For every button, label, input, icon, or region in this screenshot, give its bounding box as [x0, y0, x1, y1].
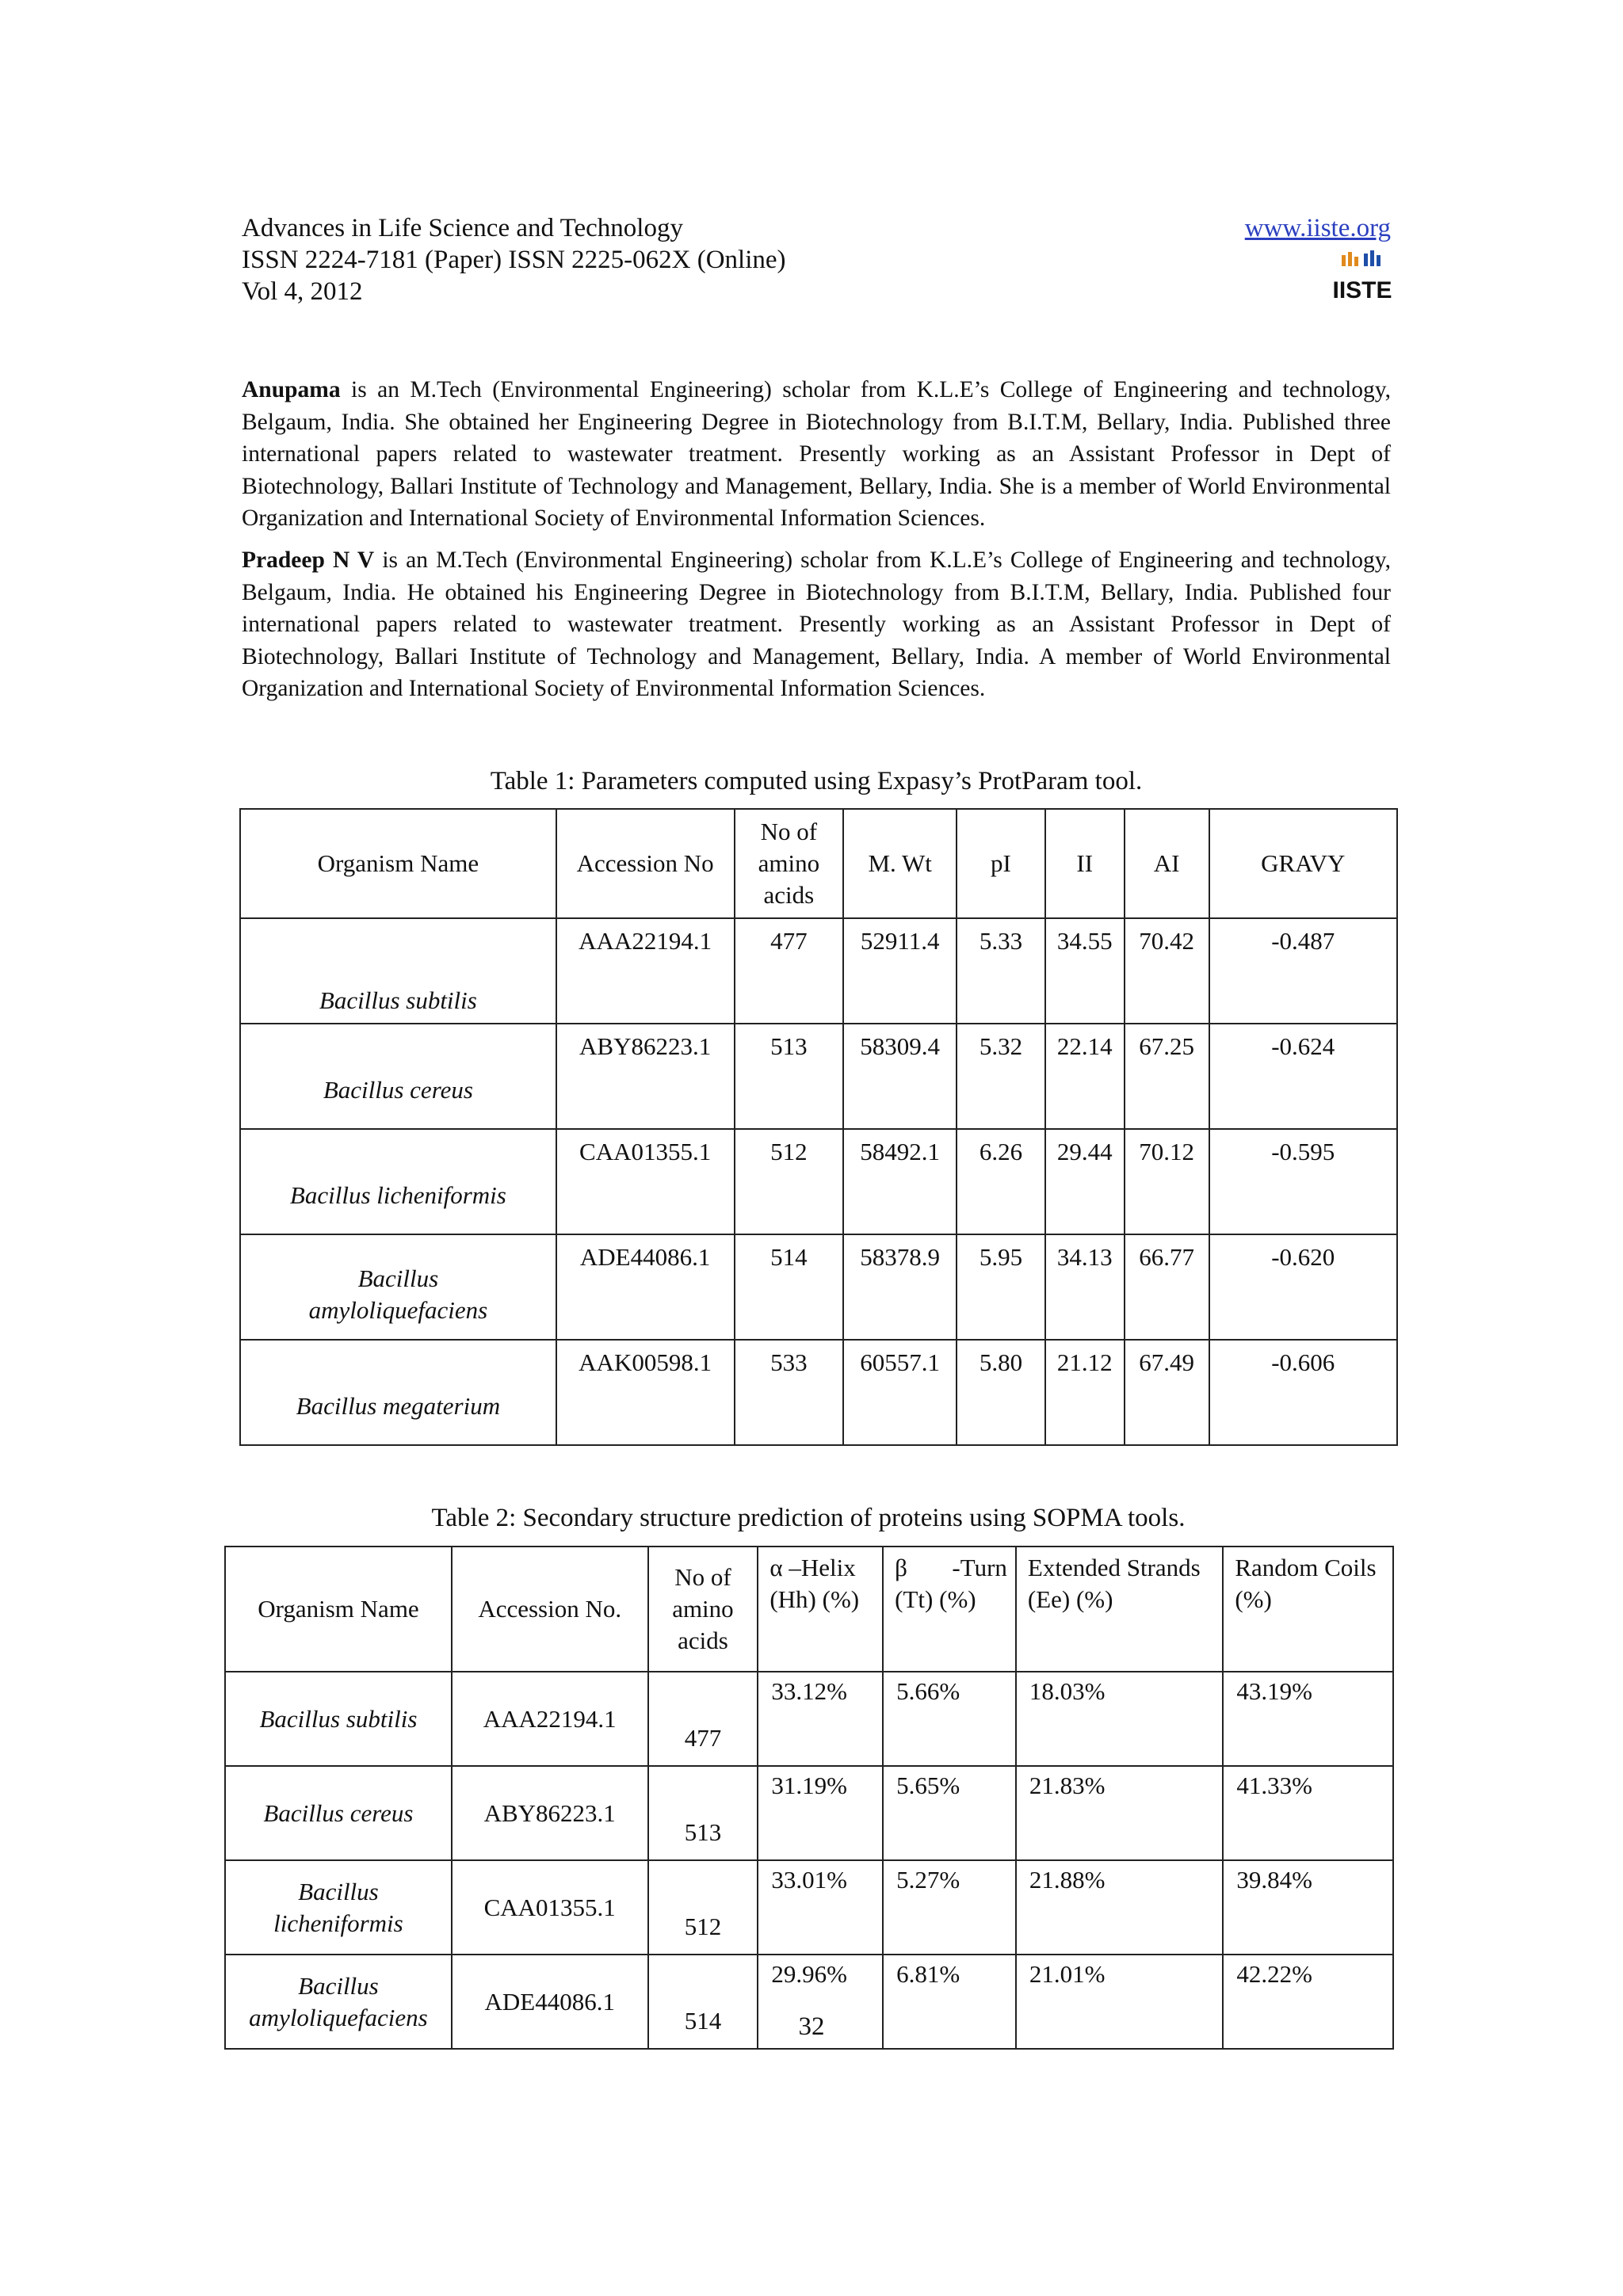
cell: -0.487: [1209, 918, 1397, 1024]
cell: 21.83%: [1016, 1766, 1223, 1860]
page-number: 32: [798, 2012, 825, 2041]
cell: -0.606: [1209, 1340, 1397, 1445]
cell: 42.22%: [1223, 1955, 1393, 2049]
cell: 21.88%: [1016, 1860, 1223, 1955]
cell: 512: [648, 1860, 758, 1955]
author-name: Anupama: [242, 377, 341, 402]
col-accession: Accession No.: [452, 1547, 648, 1672]
cell: 31.19%: [758, 1766, 883, 1860]
cell: 5.32: [957, 1024, 1045, 1129]
cell: 41.33%: [1223, 1766, 1393, 1860]
accession-cell: AAA22194.1: [556, 918, 735, 1024]
organism-cell: Bacillus subtilis: [240, 918, 556, 1024]
col-gravy: GRAVY: [1209, 809, 1397, 918]
cell: 70.12: [1125, 1129, 1209, 1234]
cell: 43.19%: [1223, 1672, 1393, 1766]
cell: 67.25: [1125, 1024, 1209, 1129]
cell: 5.80: [957, 1340, 1045, 1445]
cell: 477: [735, 918, 844, 1024]
col-mwt: M. Wt: [843, 809, 957, 918]
cell: 514: [735, 1234, 844, 1340]
cell: 21.12: [1045, 1340, 1125, 1445]
cell: 514: [648, 1955, 758, 2049]
cell: -0.595: [1209, 1129, 1397, 1234]
col-ai: AI: [1125, 809, 1209, 918]
table2-caption: Table 2: Secondary structure prediction of proteins using SOPMA tools.: [431, 1504, 1186, 1532]
author-name: Pradeep N V: [242, 547, 375, 573]
cell: 512: [735, 1129, 844, 1234]
cell: 58309.4: [843, 1024, 957, 1129]
iiste-logo-icon: [1332, 250, 1392, 306]
table-header-row: [240, 809, 1397, 918]
accession-cell: AAK00598.1: [556, 1340, 735, 1445]
col-extended-strands: Extended Strands (Ee) (%): [1016, 1547, 1223, 1672]
accession-cell: ADE44086.1: [452, 1955, 648, 2049]
table1-caption: Table 1: Parameters computed using Expasy’s ProtParam tool.: [490, 767, 1143, 795]
col-ii: II: [1045, 809, 1125, 918]
accession-cell: CAA01355.1: [452, 1860, 648, 1955]
cell: 5.66%: [883, 1672, 1016, 1766]
cell: 52911.4: [843, 918, 957, 1024]
journal-volume: Vol 4, 2012: [242, 277, 363, 306]
cell: 29.96%: [758, 1955, 883, 2049]
cell: 29.44: [1045, 1129, 1125, 1234]
organism-cell: Bacillus licheniformis: [225, 1860, 452, 1955]
author-bio-text: is an M.Tech (Environmental Engineering) scholar from K.L.E’s College of Engineering and technology, Belgaum, India. He obtained his Engineering Degree in Biotechnology from B.I.T.M, Bellary, India. Published four international papers related to wastewater treatment. Presently working as an Assistant Professor in Dept of Biotechnology, Ballari Institute of Technology and Management, Bellary, India. A member of World Environmental Organization and International Society of Environmental Information Sciences.: [242, 547, 1391, 701]
cell: 477: [648, 1672, 758, 1766]
accession-cell: CAA01355.1: [556, 1129, 735, 1234]
cell: 33.12%: [758, 1672, 883, 1766]
table-header-row: [225, 1547, 1393, 1672]
cell: 21.01%: [1016, 1955, 1223, 2049]
accession-cell: ABY86223.1: [452, 1766, 648, 1860]
author-bio-anupama: [242, 374, 1391, 535]
journal-issn: ISSN 2224-7181 (Paper) ISSN 2225-062X (Online): [242, 246, 786, 274]
cell: 513: [735, 1024, 844, 1129]
table-row: [225, 1766, 1393, 1860]
cell: 5.95: [957, 1234, 1045, 1340]
accession-cell: ADE44086.1: [556, 1234, 735, 1340]
cell: 67.49: [1125, 1340, 1209, 1445]
col-random-coils: Random Coils (%): [1223, 1547, 1393, 1672]
organism-cell: Bacillus megaterium: [240, 1340, 556, 1445]
cell: 33.01%: [758, 1860, 883, 1955]
protparam-table: [239, 808, 1398, 1446]
accession-cell: AAA22194.1: [452, 1672, 648, 1766]
cell: 34.55: [1045, 918, 1125, 1024]
website-link[interactable]: www.iiste.org: [1244, 214, 1391, 242]
organism-cell: Bacillus cereus: [225, 1766, 452, 1860]
organism-cell: Bacillus licheniformis: [240, 1129, 556, 1234]
col-alpha-helix: α –Helix (Hh) (%): [758, 1547, 883, 1672]
organism-cell: Bacillus amyloliquefaciens: [240, 1234, 556, 1340]
cell: 58378.9: [843, 1234, 957, 1340]
cell: 5.33: [957, 918, 1045, 1024]
cell: -0.620: [1209, 1234, 1397, 1340]
cell: 60557.1: [843, 1340, 957, 1445]
col-accession: Accession No: [556, 809, 735, 918]
logo-text: IISTE: [1332, 277, 1392, 303]
author-bio-text: is an M.Tech (Environmental Engineering) scholar from K.L.E’s College of Engineering and technology, Belgaum, India. She obtained her Engineering Degree in Biotechnology from B.I.T.M, Bellary, India. Published three international papers related to wastewater treatment. Presently working as an Assistant Professor in Dept of Biotechnology, Ballari Institute of Technology and Management, Bellary, India. She is a member of World Environmental Organization and International Society of Environmental Information Sciences.: [242, 377, 1392, 531]
table-row: [240, 1234, 1397, 1340]
cell: 513: [648, 1766, 758, 1860]
journal-header: [242, 212, 1391, 307]
organism-cell: Bacillus cereus: [240, 1024, 556, 1129]
sopma-table: [224, 1546, 1394, 2050]
table-row: [240, 1129, 1397, 1234]
cell: 6.26: [957, 1129, 1045, 1234]
organism-cell: Bacillus amyloliquefaciens: [225, 1955, 452, 2049]
author-bio-pradeep: [242, 544, 1391, 705]
organism-cell: Bacillus subtilis: [225, 1672, 452, 1766]
col-beta-turn: β -Turn (Tt) (%): [883, 1547, 1016, 1672]
cell: 34.13: [1045, 1234, 1125, 1340]
col-amino-acids: No of amino acids: [735, 809, 844, 918]
cell: 5.65%: [883, 1766, 1016, 1860]
cell: 6.81%: [883, 1955, 1016, 2049]
cell: 5.27%: [883, 1860, 1016, 1955]
table-row: [240, 1340, 1397, 1445]
cell: 70.42: [1125, 918, 1209, 1024]
accession-cell: ABY86223.1: [556, 1024, 735, 1129]
cell: -0.624: [1209, 1024, 1397, 1129]
col-organism: Organism Name: [240, 809, 556, 918]
cell: 66.77: [1125, 1234, 1209, 1340]
table-row: [225, 1860, 1393, 1955]
table-row: [240, 1024, 1397, 1129]
col-amino-acids: No of amino acids: [648, 1547, 758, 1672]
journal-title: Advances in Life Science and Technology: [242, 214, 683, 242]
cell: 22.14: [1045, 1024, 1125, 1129]
table-row: [225, 1672, 1393, 1766]
cell: 18.03%: [1016, 1672, 1223, 1766]
cell: 39.84%: [1223, 1860, 1393, 1955]
table-row: [240, 918, 1397, 1024]
col-organism: Organism Name: [225, 1547, 452, 1672]
cell: 533: [735, 1340, 844, 1445]
col-pi: pI: [957, 809, 1045, 918]
cell: 58492.1: [843, 1129, 957, 1234]
